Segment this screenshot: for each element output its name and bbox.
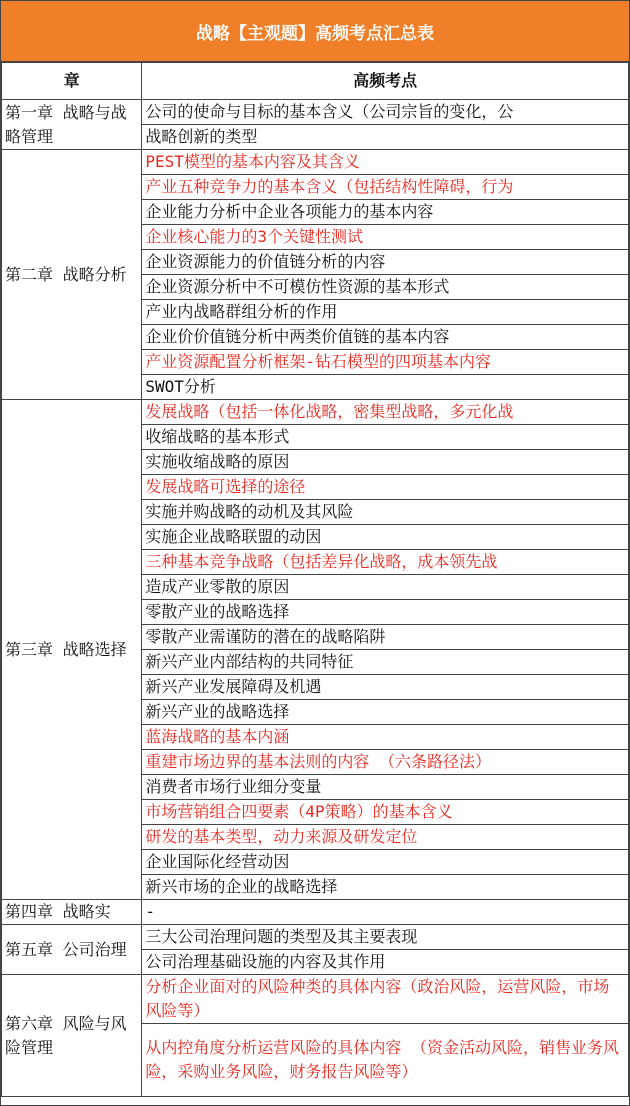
point-cell: 发展战略（包括一体化战略，密集型战略，多元化战 [142,400,629,425]
point-cell: 新兴产业发展障碍及机遇 [142,675,629,700]
point-cell: 新兴市场的企业的战略选择 [142,875,629,900]
table-row [2,150,629,175]
point-cell: 从内控角度分析运营风险的具体内容 （资金活动风险，销售业务风险，采购业务风险，财务报告风险等） [142,1024,629,1097]
point-cell: 发展战略可选择的途径 [142,475,629,500]
point-cell: PEST模型的基本内容及其含义 [142,150,629,175]
chapter-cell: 第二章 战略分析 [2,150,142,400]
point-cell: 市场营销组合四要素（4P策略）的基本含义 [142,800,629,825]
point-cell: 三大公司治理问题的类型及其主要表现 [142,925,629,950]
point-cell: 实施企业战略联盟的动因 [142,525,629,550]
chapter-cell: 第一章 战略与战略管理 [2,100,142,150]
point-cell: 企业资源分析中不可模仿性资源的基本形式 [142,275,629,300]
table-row [2,400,629,425]
point-cell: 分析企业面对的风险种类的具体内容（政治风险，运营风险，市场风险等） [142,975,629,1024]
chapter-cell: 第六章 风险与风险管理 [2,975,142,1097]
point-cell: 研发的基本类型，动力来源及研发定位 [142,825,629,850]
point-cell: 实施并购战略的动机及其风险 [142,500,629,525]
point-cell: 零散产业的战略选择 [142,600,629,625]
point-cell: 企业核心能力的3个关键性测试 [142,225,629,250]
table-row [2,900,629,925]
point-cell: 新兴产业的战略选择 [142,700,629,725]
point-cell: 产业资源配置分析框架-钻石模型的四项基本内容 [142,350,629,375]
point-cell: 公司的使命与目标的基本含义（公司宗旨的变化，公 [142,100,629,125]
table-row [2,975,629,1024]
point-cell: 消费者市场行业细分变量 [142,775,629,800]
header-row [2,63,629,100]
point-cell: 企业能力分析中企业各项能力的基本内容 [142,200,629,225]
point-cell: SWOT分析 [142,375,629,400]
summary-table [1,62,629,1097]
points-header: 高频考点 [142,63,629,100]
point-cell: 企业价价值链分析中两类价值链的基本内容 [142,325,629,350]
point-cell: 零散产业需谨防的潜在的战略陷阱 [142,625,629,650]
point-cell: 造成产业零散的原因 [142,575,629,600]
point-cell: 实施收缩战略的原因 [142,450,629,475]
sheet-title: 战略【主观题】高频考点汇总表 [1,1,629,62]
point-cell: 企业国际化经营动因 [142,850,629,875]
point-cell: 产业内战略群组分析的作用 [142,300,629,325]
point-cell: 收缩战略的基本形式 [142,425,629,450]
table-row [2,925,629,950]
table-row [2,100,629,125]
point-cell: - [142,900,629,925]
chapter-cell: 第五章 公司治理 [2,925,142,975]
chapter-cell: 第四章 战略实 [2,900,142,925]
point-cell: 三种基本竞争战略（包括差异化战略，成本领先战 [142,550,629,575]
chapter-header: 章 [2,63,142,100]
point-cell: 企业资源能力的价值链分析的内容 [142,250,629,275]
point-cell: 重建市场边界的基本法则的内容 （六条路径法） [142,750,629,775]
point-cell: 公司治理基础设施的内容及其作用 [142,950,629,975]
point-cell: 战略创新的类型 [142,125,629,150]
chapter-cell: 第三章 战略选择 [2,400,142,900]
point-cell: 蓝海战略的基本内涵 [142,725,629,750]
point-cell: 新兴产业内部结构的共同特征 [142,650,629,675]
point-cell: 产业五种竞争力的基本含义（包括结构性障碍，行为 [142,175,629,200]
